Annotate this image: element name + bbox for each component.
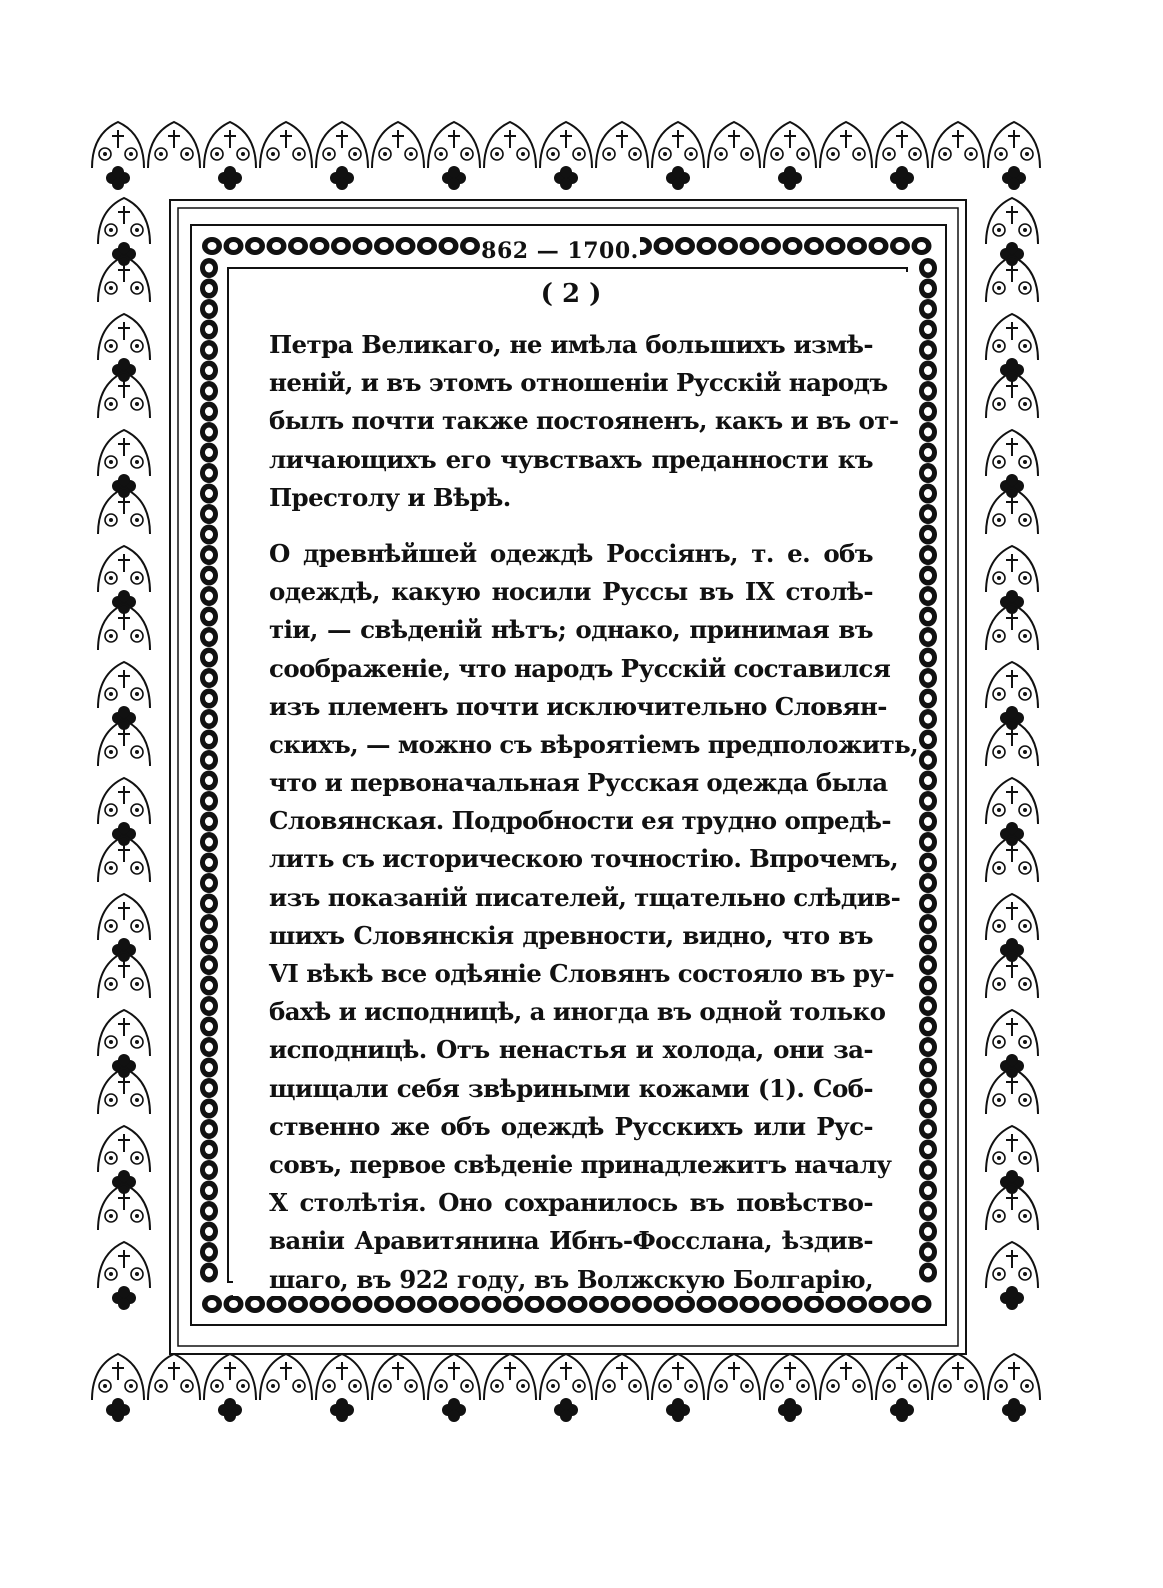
ornament-motif — [428, 122, 480, 190]
text-line: шаго, въ 922 году, въ Волжскую Болгарію, — [269, 1264, 873, 1294]
text-line: О древнѣйшей одеждѣ Россіянъ, т. е. объ — [269, 538, 873, 568]
text-line: тіи, — свѣденій нѣтъ; однако, принимая въ — [269, 615, 873, 645]
text-line: Словянская. Подробности ея трудно опредѣ- — [269, 806, 891, 836]
text-line: VI вѣкѣ все одѣяніе Словянъ состояло въ ру- — [269, 959, 895, 988]
ornament-motif — [596, 1354, 648, 1400]
ornament-motif — [708, 1354, 760, 1400]
ornament-motif — [316, 122, 368, 190]
ornament-motif — [540, 122, 592, 190]
ornament-motif — [316, 1354, 368, 1422]
ornament-motif — [428, 1354, 480, 1422]
ornament-motif — [986, 1242, 1038, 1310]
ornament-motif — [372, 1354, 424, 1400]
text-panel — [233, 272, 919, 1296]
ornament-motif — [708, 122, 760, 168]
ornament-motif — [932, 1354, 984, 1400]
body-text — [269, 326, 919, 1299]
ornament-motif — [932, 122, 984, 168]
text-line: X столѣтія. Оно сохранилось въ повѣство- — [269, 1188, 873, 1218]
text-line: исподницѣ. Отъ ненастья и холода, они за- — [269, 1035, 873, 1065]
ornament-motif — [764, 122, 816, 190]
ornament-motif — [372, 122, 424, 168]
page-number: ( 2 ) — [540, 279, 602, 309]
ornament-motif — [988, 1354, 1040, 1422]
text-line: что и первоначальная Русская одежда была — [269, 768, 888, 798]
text-line: Петра Великаго, не имѣла большихъ измѣ- — [269, 330, 873, 359]
text-line: скихъ, — можно съ вѣроятіемъ предположить, — [269, 729, 919, 759]
ornament-motif — [988, 122, 1040, 190]
date-range-header: 862 — 1700. — [481, 238, 639, 264]
ornament-motif — [764, 1354, 816, 1422]
text-line: изъ племенъ почти исключительно Словян- — [269, 691, 887, 721]
ornament-motif — [652, 122, 704, 190]
ornament-motif — [148, 122, 200, 168]
ornament-motif — [820, 122, 872, 168]
text-line: щищали себя звѣриными кожами (1). Соб- — [269, 1073, 873, 1103]
text-line: бахѣ и исподницѣ, а иногда въ одной только — [269, 997, 886, 1027]
ornament-motif — [820, 1354, 872, 1400]
text-line: соображеніе, что народъ Русскій составился — [269, 653, 891, 683]
ornament-motif — [484, 122, 536, 168]
text-line: ваніи Аравитянина Ибнъ-Фосслана, ѣздив- — [269, 1226, 873, 1256]
ornament-motif — [92, 1354, 144, 1422]
text-line: лить съ историческою точностію. Впрочемъ, — [269, 844, 899, 874]
ornament-motif — [484, 1354, 536, 1400]
ornament-motif — [540, 1354, 592, 1422]
text-line: Престолу и Вѣрѣ. — [269, 482, 511, 512]
ornament-motif — [876, 122, 928, 190]
ornament-motif — [148, 1354, 200, 1400]
ornament-motif — [92, 122, 144, 190]
text-line: изъ показаній писателей, тщательно слѣдив- — [269, 882, 901, 912]
ornament-motif — [596, 122, 648, 168]
ornament-motif — [260, 1354, 312, 1400]
text-line: личающихъ его чувствахъ преданности къ — [269, 444, 873, 474]
text-line: неній, и въ этомъ отношеніи Русскій народъ — [269, 368, 888, 398]
text-line: одеждѣ, какую носили Руссы въ IX столѣ- — [269, 577, 873, 607]
ornament-motif — [204, 122, 256, 190]
ornament-motif — [652, 1354, 704, 1422]
text-line: совъ, первое свѣденіе принадлежитъ началу — [269, 1149, 892, 1179]
ornament-motif — [98, 1242, 150, 1310]
text-line: шихъ Словянскія древности, видно, что въ — [269, 920, 873, 950]
ornament-motif — [260, 122, 312, 168]
text-line: ственно же объ одеждѣ Русскихъ или Рус- — [269, 1111, 873, 1141]
text-line: былъ почти также постояненъ, какъ и въ от- — [269, 406, 899, 436]
ornament-motif — [876, 1354, 928, 1422]
ornament-motif — [204, 1354, 256, 1422]
